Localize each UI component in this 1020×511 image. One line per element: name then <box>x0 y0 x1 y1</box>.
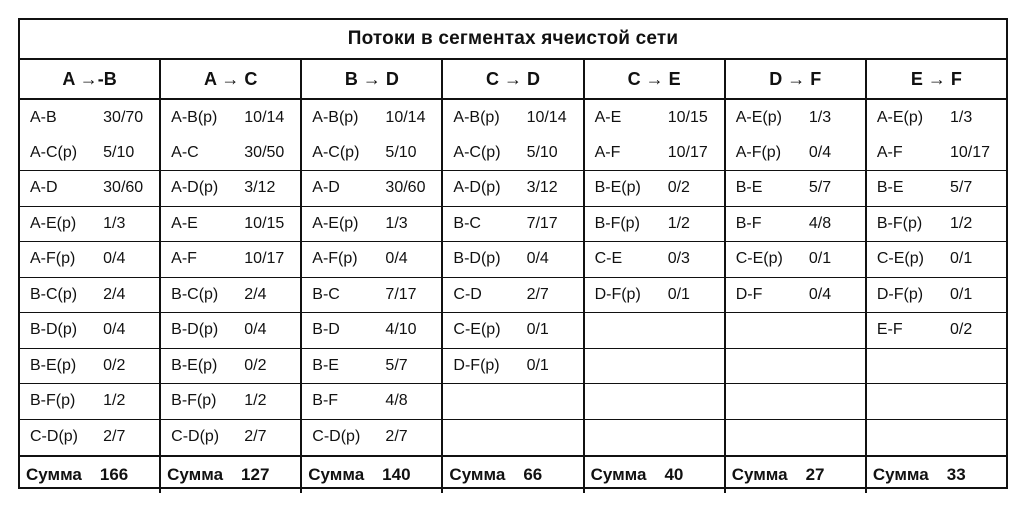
segment-name: A-B <box>30 108 57 126</box>
flow-value: 0/4 <box>103 321 126 339</box>
segment-name: C-D(p) <box>312 428 361 446</box>
segment-name: B-E <box>876 179 904 197</box>
table-row <box>726 242 865 278</box>
flow-value: 4/10 <box>385 321 417 339</box>
segment-name: B-F(p) <box>876 214 923 232</box>
table-row <box>726 384 865 420</box>
segment-name: D-F(p) <box>453 356 500 374</box>
table-row <box>161 384 300 420</box>
table-row <box>867 349 1006 385</box>
segment-name: C-D(p) <box>171 428 220 446</box>
flow-value: 0/2 <box>103 356 126 374</box>
flow-value: 5/10 <box>385 143 417 161</box>
table-row <box>20 420 159 456</box>
flow-value: 0/4 <box>103 250 126 268</box>
table-row <box>585 100 724 136</box>
table-row <box>585 384 724 420</box>
segment-name: C-D <box>453 285 482 303</box>
table-row <box>161 313 300 349</box>
segment-name: A-B(p) <box>312 108 359 126</box>
segment-name: A-E <box>171 214 198 232</box>
segment-name: A-F <box>876 143 903 161</box>
flow-value: 10/15 <box>667 108 708 126</box>
flow-value: 30/60 <box>103 179 144 197</box>
segment-name: A-D(p) <box>171 179 219 197</box>
sum-label: Сумма <box>167 465 224 484</box>
flow-value: 30/60 <box>385 179 426 197</box>
sum-cell <box>443 457 584 493</box>
table-row <box>726 278 865 314</box>
segment-name: D-F <box>735 285 763 303</box>
segment-name: B-D <box>312 321 340 339</box>
segment-name: B-F <box>312 392 339 410</box>
table-row <box>585 313 724 349</box>
table-row <box>20 100 159 136</box>
sum-label: Сумма <box>731 465 788 484</box>
flow-value: 1/2 <box>244 392 267 410</box>
segment-name: B-E(p) <box>30 356 77 374</box>
flow-value: 0/4 <box>385 250 408 268</box>
segment-name: A-D <box>30 179 58 197</box>
table-row <box>726 349 865 385</box>
segment-name: A-F(p) <box>735 143 782 161</box>
table-row <box>726 207 865 243</box>
table-row <box>302 420 441 456</box>
sum-cell <box>302 457 443 493</box>
table-row <box>20 171 159 207</box>
segment-name: A-D(p) <box>453 179 501 197</box>
table-row <box>867 384 1006 420</box>
flow-value: 0/1 <box>526 356 549 374</box>
table-row <box>20 136 159 172</box>
table-row <box>161 171 300 207</box>
flow-value: 5/7 <box>385 356 408 374</box>
segment-name: B-F(p) <box>171 392 217 410</box>
sum-value: 127 <box>241 465 270 484</box>
segment-name: A-E(p) <box>735 108 782 126</box>
segment-name: A-E(p) <box>876 108 924 126</box>
flow-value: 0/2 <box>667 179 690 197</box>
segment-name: A-C(p) <box>312 143 360 161</box>
flow-value: 0/1 <box>526 321 549 339</box>
table-row <box>443 420 582 456</box>
table-row <box>443 313 582 349</box>
segment-name: A-C(p) <box>453 143 501 161</box>
flow-value: 1/3 <box>949 108 973 126</box>
table-row <box>302 349 441 385</box>
segment-name: A-C(p) <box>30 143 78 161</box>
table-row <box>20 349 159 385</box>
table-row <box>867 278 1006 314</box>
table-row <box>302 278 441 314</box>
flow-value: 10/14 <box>244 108 285 126</box>
sum-value: 27 <box>805 465 825 484</box>
table-row <box>302 313 441 349</box>
header-row <box>20 60 1006 100</box>
table-row <box>867 171 1006 207</box>
flow-value: 0/1 <box>949 250 973 268</box>
segment-name: B-E <box>735 179 763 197</box>
column-header: D → F <box>726 60 867 98</box>
segment-name: B-F(p) <box>594 214 640 232</box>
segment-name: E-F <box>876 321 903 339</box>
table-row <box>302 242 441 278</box>
sum-value: 33 <box>946 465 966 484</box>
table-row <box>443 171 582 207</box>
flow-value: 30/70 <box>103 108 144 126</box>
column-header: C → E <box>585 60 726 98</box>
table-row <box>726 136 865 172</box>
segment-name: A-B(p) <box>171 108 218 126</box>
table-row <box>443 100 582 136</box>
segment-name: A-D <box>312 179 340 197</box>
segment-name: B-C <box>453 214 481 232</box>
flow-value: 0/4 <box>808 285 832 303</box>
sum-cell <box>20 457 161 493</box>
column-header: C → D <box>443 60 584 98</box>
segment-name: A-F <box>171 250 197 268</box>
flow-value: 7/17 <box>526 214 558 232</box>
sum-label: Сумма <box>872 465 929 484</box>
flow-value: 1/2 <box>667 214 690 232</box>
table-row <box>443 242 582 278</box>
table-row <box>20 313 159 349</box>
flow-value: 4/8 <box>808 214 832 232</box>
flow-value: 7/17 <box>385 285 417 303</box>
segment-name: A-E(p) <box>30 214 77 232</box>
table-body <box>20 100 1006 457</box>
flow-value: 1/2 <box>949 214 973 232</box>
sum-label: Сумма <box>26 465 82 484</box>
flow-value: 1/3 <box>808 108 832 126</box>
flow-value: 10/14 <box>385 108 426 126</box>
sum-value: 40 <box>664 465 684 484</box>
segment-name: A-C <box>171 143 199 161</box>
flows-table <box>18 18 1008 489</box>
table-row <box>20 242 159 278</box>
flow-value: 0/1 <box>667 285 690 303</box>
table-row <box>867 207 1006 243</box>
flow-value: 0/1 <box>949 285 973 303</box>
segment-name: B-C(p) <box>30 285 78 303</box>
table-row <box>20 207 159 243</box>
flow-value: 0/3 <box>667 250 690 268</box>
segment-name: D-F(p) <box>876 285 924 303</box>
flow-value: 1/3 <box>385 214 408 232</box>
flow-value: 0/4 <box>808 143 832 161</box>
table-row <box>585 136 724 172</box>
flow-value: 10/17 <box>949 143 991 161</box>
table-row <box>302 171 441 207</box>
table-row <box>161 420 300 456</box>
table-row <box>585 349 724 385</box>
flow-value: 5/7 <box>808 179 832 197</box>
column-header: A →-B <box>20 60 161 98</box>
sum-value: 140 <box>382 465 411 484</box>
flow-value: 2/7 <box>385 428 408 446</box>
sum-value: 66 <box>523 465 543 484</box>
segment-name: C-D(p) <box>30 428 78 446</box>
column <box>20 100 161 455</box>
table-title: Потоки в сегментах ячеистой сети <box>20 20 1006 60</box>
column <box>443 100 584 455</box>
flow-value: 0/2 <box>244 356 267 374</box>
flow-value: 3/12 <box>526 179 558 197</box>
flow-value: 5/7 <box>949 179 973 197</box>
table-row <box>726 420 865 456</box>
flow-value: 2/7 <box>526 285 549 303</box>
segment-name: A-F(p) <box>312 250 358 268</box>
segment-name: C-E(p) <box>735 250 783 268</box>
table-row <box>867 136 1006 172</box>
table-row <box>867 242 1006 278</box>
flow-value: 2/7 <box>244 428 267 446</box>
segment-name: C-E(p) <box>453 321 501 339</box>
table-row <box>443 207 582 243</box>
flow-value: 10/14 <box>526 108 567 126</box>
table-row <box>443 384 582 420</box>
column <box>726 100 867 455</box>
table-row <box>161 349 300 385</box>
flow-value: 2/4 <box>103 285 126 303</box>
column <box>585 100 726 455</box>
segment-name: A-E <box>594 108 622 126</box>
segment-name: A-F(p) <box>30 250 76 268</box>
segment-name: B-C <box>312 285 340 303</box>
sum-cell <box>867 457 1006 493</box>
table-row <box>161 242 300 278</box>
segment-name: D-F(p) <box>594 285 641 303</box>
sum-cell <box>161 457 302 493</box>
column <box>302 100 443 455</box>
table-row <box>161 136 300 172</box>
table-row <box>726 313 865 349</box>
table-row <box>867 100 1006 136</box>
table-row <box>20 278 159 314</box>
flow-value: 5/10 <box>103 143 135 161</box>
flow-value: 5/10 <box>526 143 558 161</box>
table-row <box>585 242 724 278</box>
segment-name: B-E(p) <box>594 179 641 197</box>
segment-name: A-E(p) <box>312 214 359 232</box>
segment-name: B-D(p) <box>453 250 501 268</box>
table-row <box>867 313 1006 349</box>
flow-value: 0/1 <box>808 250 832 268</box>
segment-name: B-E <box>312 356 339 374</box>
table-row <box>585 207 724 243</box>
flow-value: 3/12 <box>244 179 276 197</box>
column <box>867 100 1006 455</box>
sum-cell <box>585 457 726 493</box>
table-row <box>161 207 300 243</box>
flow-value: 30/50 <box>244 143 285 161</box>
table-row <box>302 136 441 172</box>
table-row <box>443 349 582 385</box>
table-row <box>302 384 441 420</box>
table-row <box>161 100 300 136</box>
flow-value: 0/4 <box>526 250 549 268</box>
table-row <box>726 100 865 136</box>
flow-value: 0/2 <box>949 321 973 339</box>
flow-value: 10/17 <box>667 143 708 161</box>
segment-name: B-F(p) <box>30 392 76 410</box>
column-header: A → C <box>161 60 302 98</box>
table-row <box>585 420 724 456</box>
sum-label: Сумма <box>308 465 365 484</box>
segment-name: B-D(p) <box>171 321 219 339</box>
segment-name: B-E(p) <box>171 356 218 374</box>
sum-label: Сумма <box>449 465 506 484</box>
table-row <box>302 207 441 243</box>
table-row <box>443 278 582 314</box>
segment-name: B-D(p) <box>30 321 78 339</box>
sum-row <box>20 457 1006 493</box>
column <box>161 100 302 455</box>
table-row <box>585 171 724 207</box>
segment-name: A-F <box>594 143 621 161</box>
sum-value: 166 <box>99 465 129 484</box>
segment-name: A-B(p) <box>453 108 500 126</box>
flow-value: 2/7 <box>103 428 126 446</box>
segment-name: C-E(p) <box>876 250 924 268</box>
table-row <box>585 278 724 314</box>
segment-name: B-C(p) <box>171 285 219 303</box>
table-row <box>302 100 441 136</box>
segment-name: B-F <box>735 214 762 232</box>
flow-value: 0/4 <box>244 321 267 339</box>
sum-cell <box>726 457 867 493</box>
table-row <box>161 278 300 314</box>
table-row <box>443 136 582 172</box>
segment-name: C-E <box>594 250 623 268</box>
table-row <box>20 384 159 420</box>
sum-label: Сумма <box>590 465 647 484</box>
column-header: E → F <box>910 68 962 89</box>
flow-value: 1/2 <box>103 392 126 410</box>
flow-value: 10/17 <box>244 250 285 268</box>
flow-value: 10/15 <box>244 214 285 232</box>
flow-value: 2/4 <box>244 285 267 303</box>
column-header: B → D <box>302 60 443 98</box>
table-row <box>726 171 865 207</box>
flow-value: 4/8 <box>385 392 408 410</box>
table-row <box>867 420 1006 456</box>
flow-value: 1/3 <box>103 214 126 232</box>
